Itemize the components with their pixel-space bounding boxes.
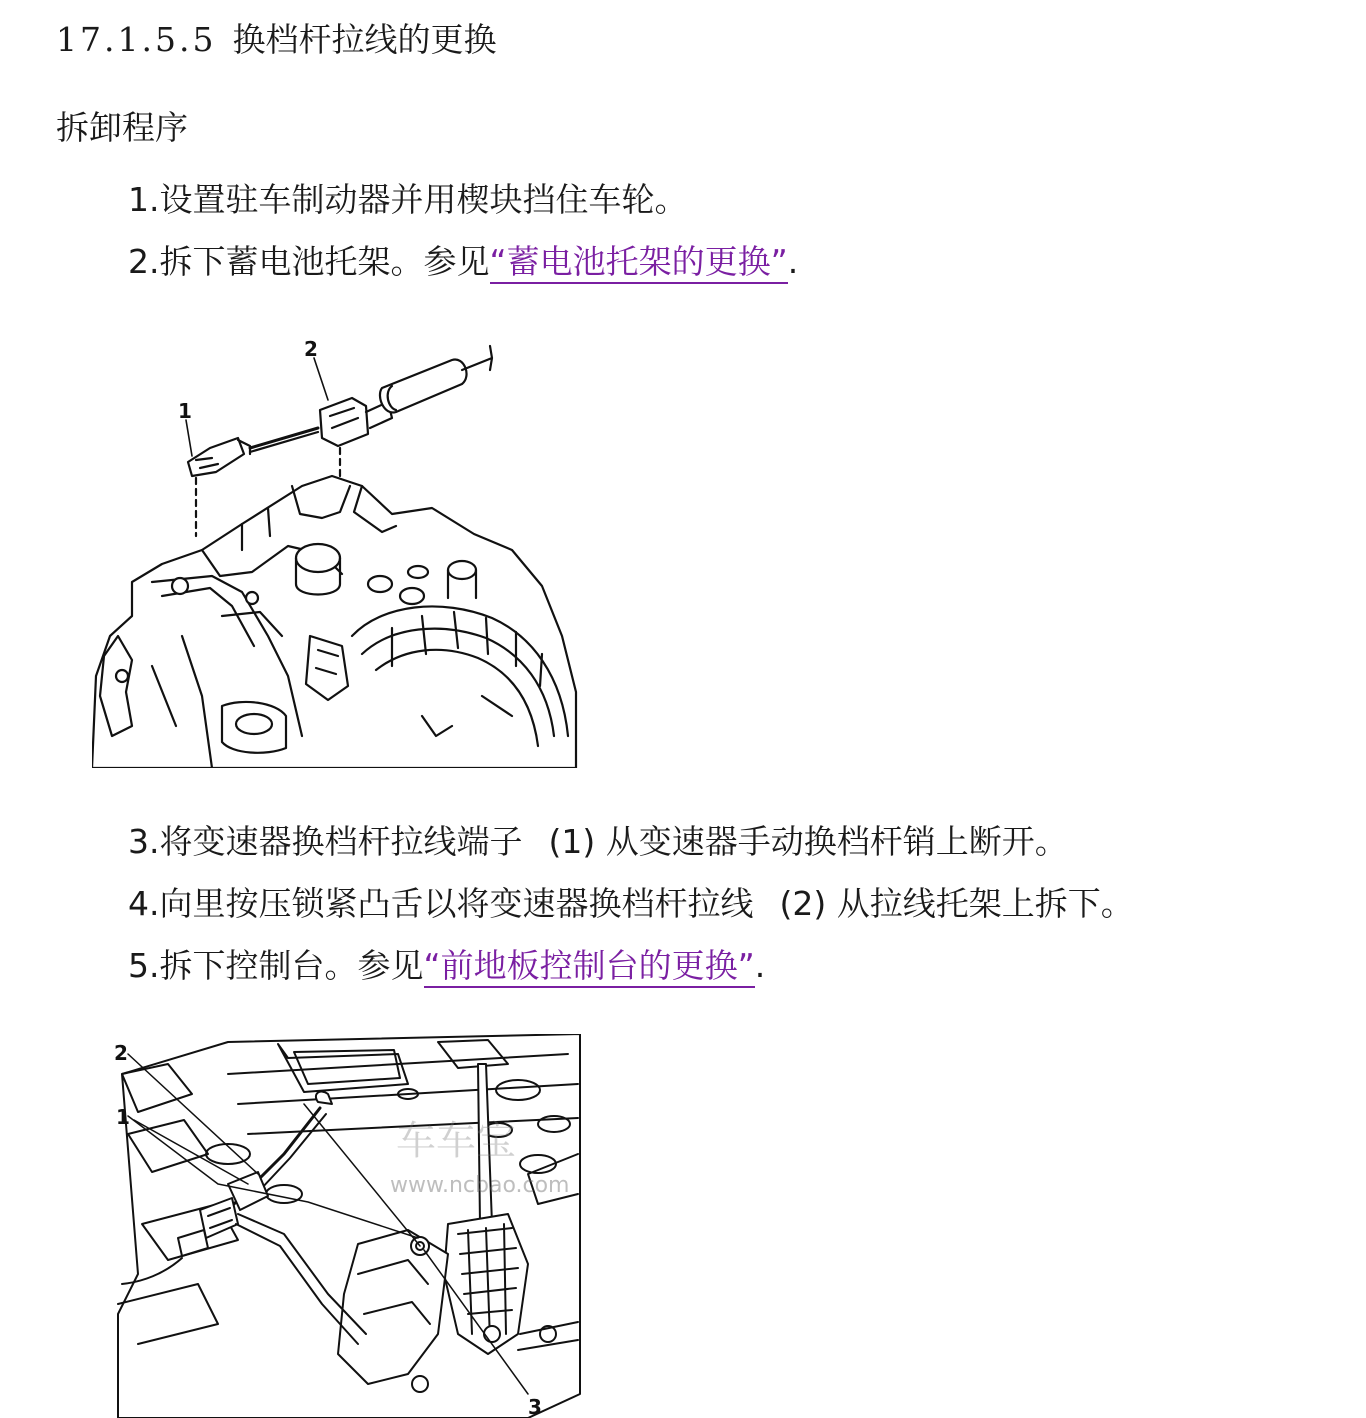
section-title-text: 换档杆拉线的更换 (232, 20, 497, 59)
step-5-text: 5.拆下控制台。参见 (128, 946, 424, 985)
step-2-text: 2.拆下蓄电池托架。参见 (128, 242, 490, 281)
step-4-callout-text: (2) 从拉线托架上拆下。 (779, 884, 1134, 923)
figure1-callout-1: 1 (178, 399, 192, 423)
figure2-callout-1: 1 (116, 1105, 130, 1129)
shifter-illustration (108, 1034, 608, 1418)
step-2-suffix: . (787, 242, 799, 281)
floor-console-replacement-link[interactable]: “前地板控制台的更换” (424, 946, 755, 988)
subsection-title: 拆卸程序 (56, 108, 188, 147)
transmission-illustration (92, 336, 582, 768)
step-3 (128, 820, 1068, 864)
figure2-callout-3: 3 (528, 1395, 542, 1418)
step-1: 1.设置驻车制动器并用楔块挡住车轮。 (128, 180, 688, 219)
battery-tray-replacement-link[interactable]: “蓄电池托架的更换” (490, 242, 788, 284)
step-4-text: 4.向里按压锁紧凸舌以将变速器换档杆拉线 (128, 884, 754, 923)
step-5 (128, 944, 765, 988)
watermark-text: 车车宝 (396, 1118, 516, 1164)
step-5-suffix: . (754, 946, 766, 985)
step-3-callout-text: (1) 从变速器手动换档杆销上断开。 (548, 822, 1068, 861)
watermark-url: www.ncbao.com (390, 1173, 570, 1198)
figure1-callout-2: 2 (304, 337, 318, 361)
section-title (56, 18, 496, 62)
step-2 (128, 240, 798, 284)
figure2-callout-2: 2 (114, 1041, 128, 1065)
step-4 (128, 882, 1134, 926)
section-number: 17.1.5.5 (56, 20, 217, 59)
step-3-text: 3.将变速器换档杆拉线端子 (128, 822, 523, 861)
